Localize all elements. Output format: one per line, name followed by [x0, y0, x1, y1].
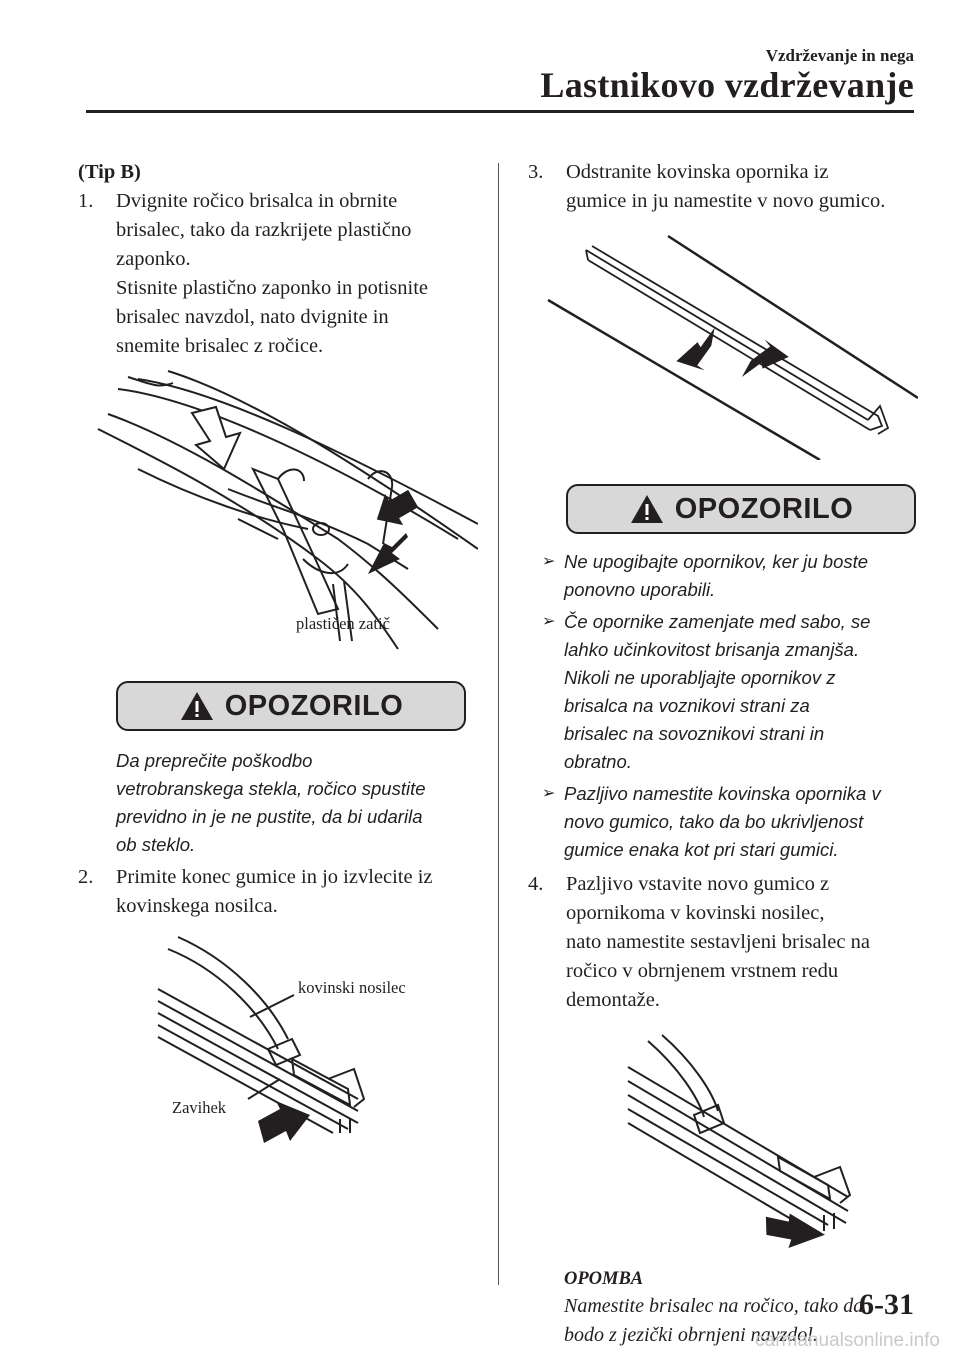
step-line: nato namestite sestavljeni brisalec na: [566, 931, 870, 953]
warning-title: OPOZORILO: [674, 492, 854, 525]
step-line: Odstranite kovinska opornika iz: [566, 161, 829, 183]
note-line: bodo z jezički obrnjeni navzdol.: [564, 1324, 818, 1346]
step-line: brisalec navzdol, nato dvignite in: [116, 306, 389, 328]
rubber-removal-illustration: [78, 929, 478, 1169]
warning-line: lahko učinkovitost brisanja zmanjša.: [564, 639, 860, 660]
step-4: [528, 870, 918, 1015]
warning-icon: [629, 493, 665, 525]
step-line: opornikoma v kovinski nosilec,: [566, 902, 825, 924]
bullet-arrow-icon: ➢: [542, 785, 556, 802]
step-number: 1.: [78, 190, 94, 212]
step-line: Primite konec gumice in jo izvlecite iz: [116, 866, 433, 888]
step-2: [78, 863, 478, 921]
warning-banner-2: [566, 484, 916, 534]
warning-line: obratno.: [564, 751, 632, 772]
warning-line: ponovno uporabili.: [564, 579, 716, 600]
left-column: [78, 158, 478, 1169]
note-title: OPOMBA: [564, 1269, 644, 1289]
column-divider: [498, 163, 499, 1285]
step-line: demontaže.: [566, 989, 660, 1011]
warning-title: OPOZORILO: [224, 689, 404, 722]
warning-banner-1: [116, 681, 466, 731]
step-number: 2.: [78, 866, 94, 888]
step-line: zaponko.: [116, 248, 191, 270]
warning-text-1: [116, 747, 478, 859]
warning-line: novo gumico, tako da bo ukrivljenost: [564, 811, 864, 832]
warning-line: Da preprečite poškodbo: [116, 750, 313, 771]
wiper-clip-illustration: [78, 369, 478, 659]
fig1-label: plastičen zatič: [296, 614, 390, 633]
step-1: [78, 187, 478, 361]
warning-line: Pazljivo namestite kovinska opornika v: [564, 783, 881, 804]
step-line: kovinskega nosilca.: [116, 895, 278, 917]
bullet-arrow-icon: ➢: [542, 613, 556, 630]
warning-line: Nikoli ne uporabljajte opornikov z: [564, 667, 836, 688]
note-line: Namestite brisalec na ročico, tako da: [564, 1295, 864, 1317]
watermark: carmanualsonline.info: [755, 1330, 940, 1351]
warning-line: previdno in je ne pustite, da bi udarila: [116, 806, 423, 827]
bullet-arrow-icon: ➢: [542, 553, 556, 570]
step-line: Stisnite plastično zaponko in potisnite: [116, 277, 429, 299]
warning-text-2: [528, 548, 918, 864]
section-label: Vzdrževanje in nega: [765, 46, 914, 65]
warning-bullet: [528, 780, 918, 864]
page-title: Lastnikovo vzdrževanje: [540, 65, 914, 105]
step-line: brisalec, tako da razkrijete plastično: [116, 219, 412, 241]
warning-line: ob steklo.: [116, 834, 196, 855]
warning-line: brisalca na voznikovi strani za: [564, 695, 810, 716]
step-line: Pazljivo vstavite novo gumico z: [566, 873, 830, 895]
step-line: snemite brisalec z ročice.: [116, 335, 324, 357]
step-line: ročico v obrnjenem vrstnem redu: [566, 960, 839, 982]
page-number: 6-31: [859, 1288, 914, 1321]
step-3: [528, 158, 918, 216]
fig2-label-top: kovinski nosilec: [298, 978, 406, 997]
type-heading: (Tip B): [78, 161, 141, 183]
warning-line: gumice enaka kot pri stari gumici.: [564, 839, 839, 860]
fig2-label-bottom: Zavihek: [172, 1098, 227, 1117]
step-line: gumice in ju namestite v novo gumico.: [566, 190, 886, 212]
header-rule: [86, 110, 914, 113]
warning-icon: [179, 690, 215, 722]
warning-line: vetrobranskega stekla, ročico spustite: [116, 778, 426, 799]
warning-line: Ne upogibajte opornikov, ker ju boste: [564, 551, 869, 572]
warning-bullet: [528, 608, 918, 776]
warning-bullet: [528, 548, 918, 604]
step-number: 4.: [528, 873, 544, 895]
right-column: [528, 158, 918, 1350]
warning-line: Če opornike zamenjate med sabo, se: [564, 611, 871, 632]
step-number: 3.: [528, 161, 544, 183]
reassembly-illustration: [528, 1027, 918, 1252]
stiffener-illustration: [528, 230, 918, 460]
step-line: Dvignite ročico brisalca in obrnite: [116, 190, 398, 212]
warning-line: brisalec na sovoznikovi strani in: [564, 723, 825, 744]
